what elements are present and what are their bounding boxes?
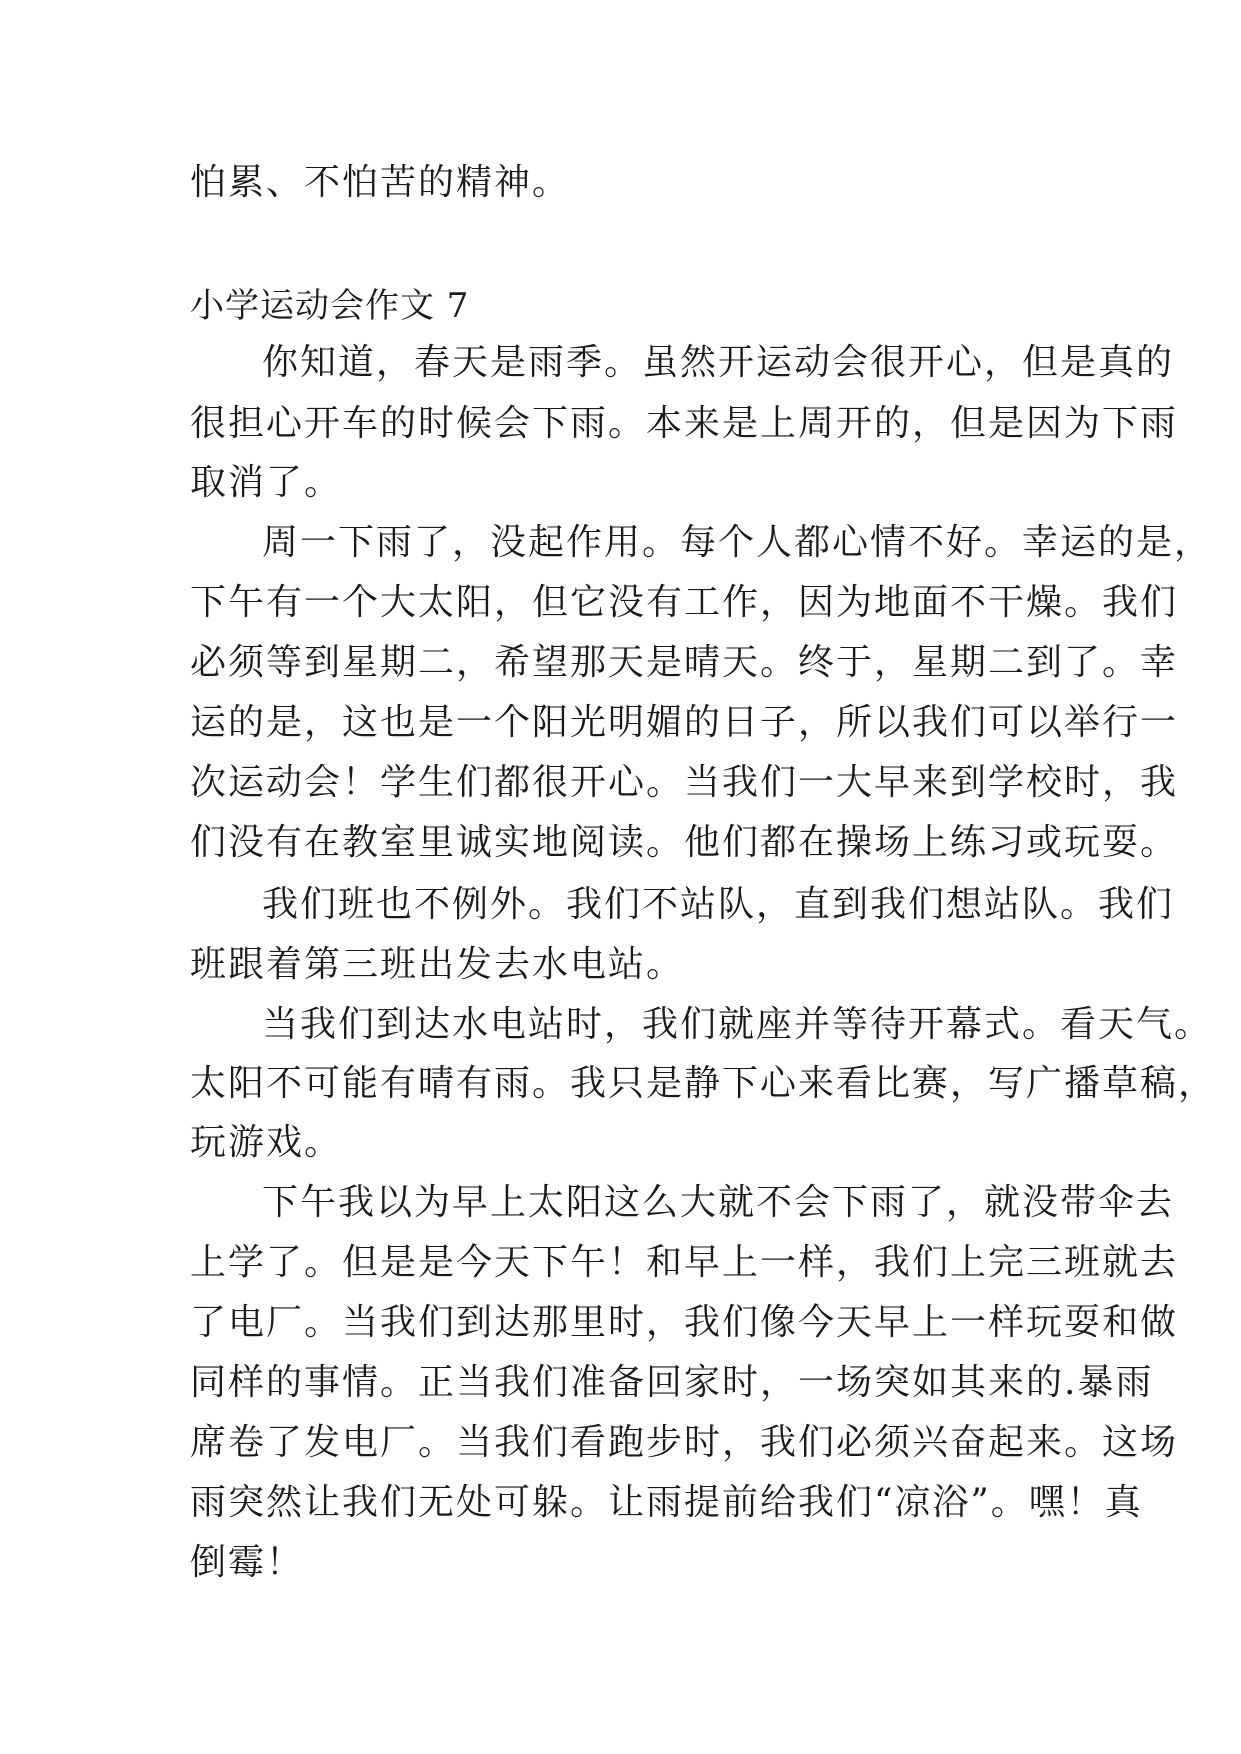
text-line: 怕累、不怕苦的精神。 — [190, 162, 571, 203]
paragraph-line: 太阳不可能有晴有雨。我只是静下心来看比赛，写广播草稿， — [190, 1063, 1217, 1104]
paragraph-line: 同样的事情。正当我们准备回家时，一场突如其来的.暴雨 — [190, 1362, 1154, 1403]
paragraph-line: 周一下雨了，没起作用。每个人都心情不好。幸运的是， — [262, 522, 1213, 563]
paragraph-line: 取消了。 — [190, 462, 343, 503]
paragraph-line: 下午我以为早上太阳这么大就不会下雨了，就没带伞去 — [262, 1182, 1175, 1223]
section-title: 小学运动会作文 7 — [190, 286, 470, 326]
paragraph-line: 很担心开车的时候会下雨。本来是上周开的，但是因为下雨 — [190, 403, 1179, 444]
paragraph-line: 运的是，这也是一个阳光明媚的日子，所以我们可以举行一 — [190, 702, 1179, 743]
paragraph-line: 了电厂。当我们到达那里时，我们像今天早上一样玩耍和做 — [190, 1302, 1179, 1343]
paragraph-line: 必须等到星期二，希望那天是晴天。终于，星期二到了。幸 — [190, 642, 1179, 683]
paragraph-line: 你知道，春天是雨季。虽然开运动会很开心，但是真的 — [262, 342, 1175, 383]
paragraph-line: 我们班也不例外。我们不站队，直到我们想站队。我们 — [262, 884, 1175, 925]
paragraph-line: 倒霉！ — [190, 1542, 305, 1583]
paragraph-line: 当我们到达水电站时，我们就座并等待开幕式。看天气。 — [262, 1004, 1213, 1045]
paragraph-line: 席卷了发电厂。当我们看跑步时，我们必须兴奋起来。这场 — [190, 1422, 1179, 1463]
paragraph-line: 们没有在教室里诚实地阅读。他们都在操场上练习或玩耍。 — [190, 822, 1179, 863]
paragraph-line: 玩游戏。 — [190, 1122, 343, 1163]
paragraph-line: 雨突然让我们无处可躲。让雨提前给我们“凉浴”。嘿！真 — [190, 1482, 1143, 1523]
paragraph-line: 次运动会！学生们都很开心。当我们一大早来到学校时，我 — [190, 762, 1179, 803]
paragraph-line: 班跟着第三班出发去水电站。 — [190, 944, 685, 985]
paragraph-line: 上学了。但是是今天下午！和早上一样，我们上完三班就去 — [190, 1242, 1179, 1283]
paragraph-line: 下午有一个大太阳，但它没有工作，因为地面不干燥。我们 — [190, 582, 1179, 623]
